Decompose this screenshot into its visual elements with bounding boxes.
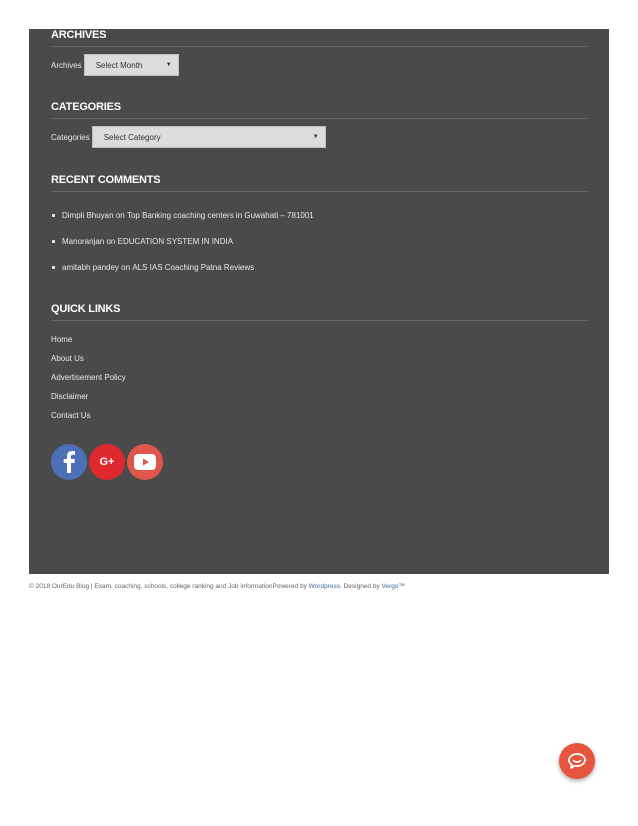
footer-widgets-panel xyxy=(29,29,609,574)
youtube-icon xyxy=(134,454,156,470)
designed-by-text: . Designed by xyxy=(339,583,380,590)
list-item xyxy=(51,202,587,228)
link-disclaimer[interactable]: Disclaimer xyxy=(51,392,89,401)
list-item xyxy=(51,254,587,280)
link-advertisement-policy[interactable]: Advertisement Policy xyxy=(51,373,126,382)
quick-links-list xyxy=(51,330,587,425)
chat-bubble-icon xyxy=(567,752,587,770)
comment-sep: on xyxy=(106,236,116,246)
quick-links-title: QUICK LINKS xyxy=(51,303,587,321)
archives-select[interactable] xyxy=(84,54,179,76)
archives-row xyxy=(51,54,587,76)
comment-author[interactable]: amitabh pandey xyxy=(62,262,119,272)
comment-author[interactable]: Manoranjan xyxy=(62,236,105,246)
recent-comments-title: RECENT COMMENTS xyxy=(51,174,587,192)
archives-title: ARCHIVES xyxy=(51,29,587,47)
copyright-bar xyxy=(29,583,405,590)
chevron-down-icon: ▼ xyxy=(165,62,172,68)
link-contact-us[interactable]: Contact Us xyxy=(51,411,91,420)
link-home[interactable]: Home xyxy=(51,335,73,344)
archives-label: Archives xyxy=(51,60,82,70)
google-plus-button[interactable] xyxy=(89,444,125,480)
social-links xyxy=(51,444,163,480)
categories-row xyxy=(51,126,587,148)
comment-sep: on xyxy=(121,262,131,272)
youtube-button[interactable] xyxy=(127,444,163,480)
quick-links-widget xyxy=(51,303,587,425)
copyright-text: © 2018 OurEdu Blog | Exam, coaching, schools, college ranking and Job informationPowered by xyxy=(29,583,307,590)
vergo-link[interactable]: Vergo™ xyxy=(381,583,406,590)
link-about-us[interactable]: About Us xyxy=(51,354,84,363)
archives-select-value: Select Month xyxy=(95,60,143,70)
list-item xyxy=(51,228,587,254)
categories-select[interactable] xyxy=(92,126,326,148)
google-plus-icon: G+ xyxy=(99,456,115,468)
bullet-icon xyxy=(52,266,55,269)
categories-title: CATEGORIES xyxy=(51,101,587,119)
facebook-icon xyxy=(62,451,76,473)
recent-comments-widget xyxy=(51,174,587,280)
chat-button[interactable] xyxy=(559,743,595,779)
categories-label: Categories xyxy=(51,132,90,142)
comment-post-link[interactable]: Top Banking coaching centers in Guwahati – 781001 xyxy=(126,210,314,220)
chevron-down-icon: ▼ xyxy=(312,134,319,140)
comment-author[interactable]: Dimpli Bhuyan xyxy=(62,210,114,220)
comment-post-link[interactable]: ALS IAS Coaching Patna Reviews xyxy=(132,262,255,272)
wordpress-link[interactable]: Wordpress xyxy=(308,583,340,590)
categories-widget xyxy=(51,101,587,148)
recent-comments-list xyxy=(51,202,587,280)
comment-post-link[interactable]: EDUCATION SYSTEM IN INDIA xyxy=(117,236,234,246)
bullet-icon xyxy=(52,214,55,217)
bullet-icon xyxy=(52,240,55,243)
archives-widget xyxy=(51,29,587,76)
facebook-button[interactable] xyxy=(51,444,87,480)
comment-sep: on xyxy=(115,210,125,220)
categories-select-value: Select Category xyxy=(103,132,161,142)
